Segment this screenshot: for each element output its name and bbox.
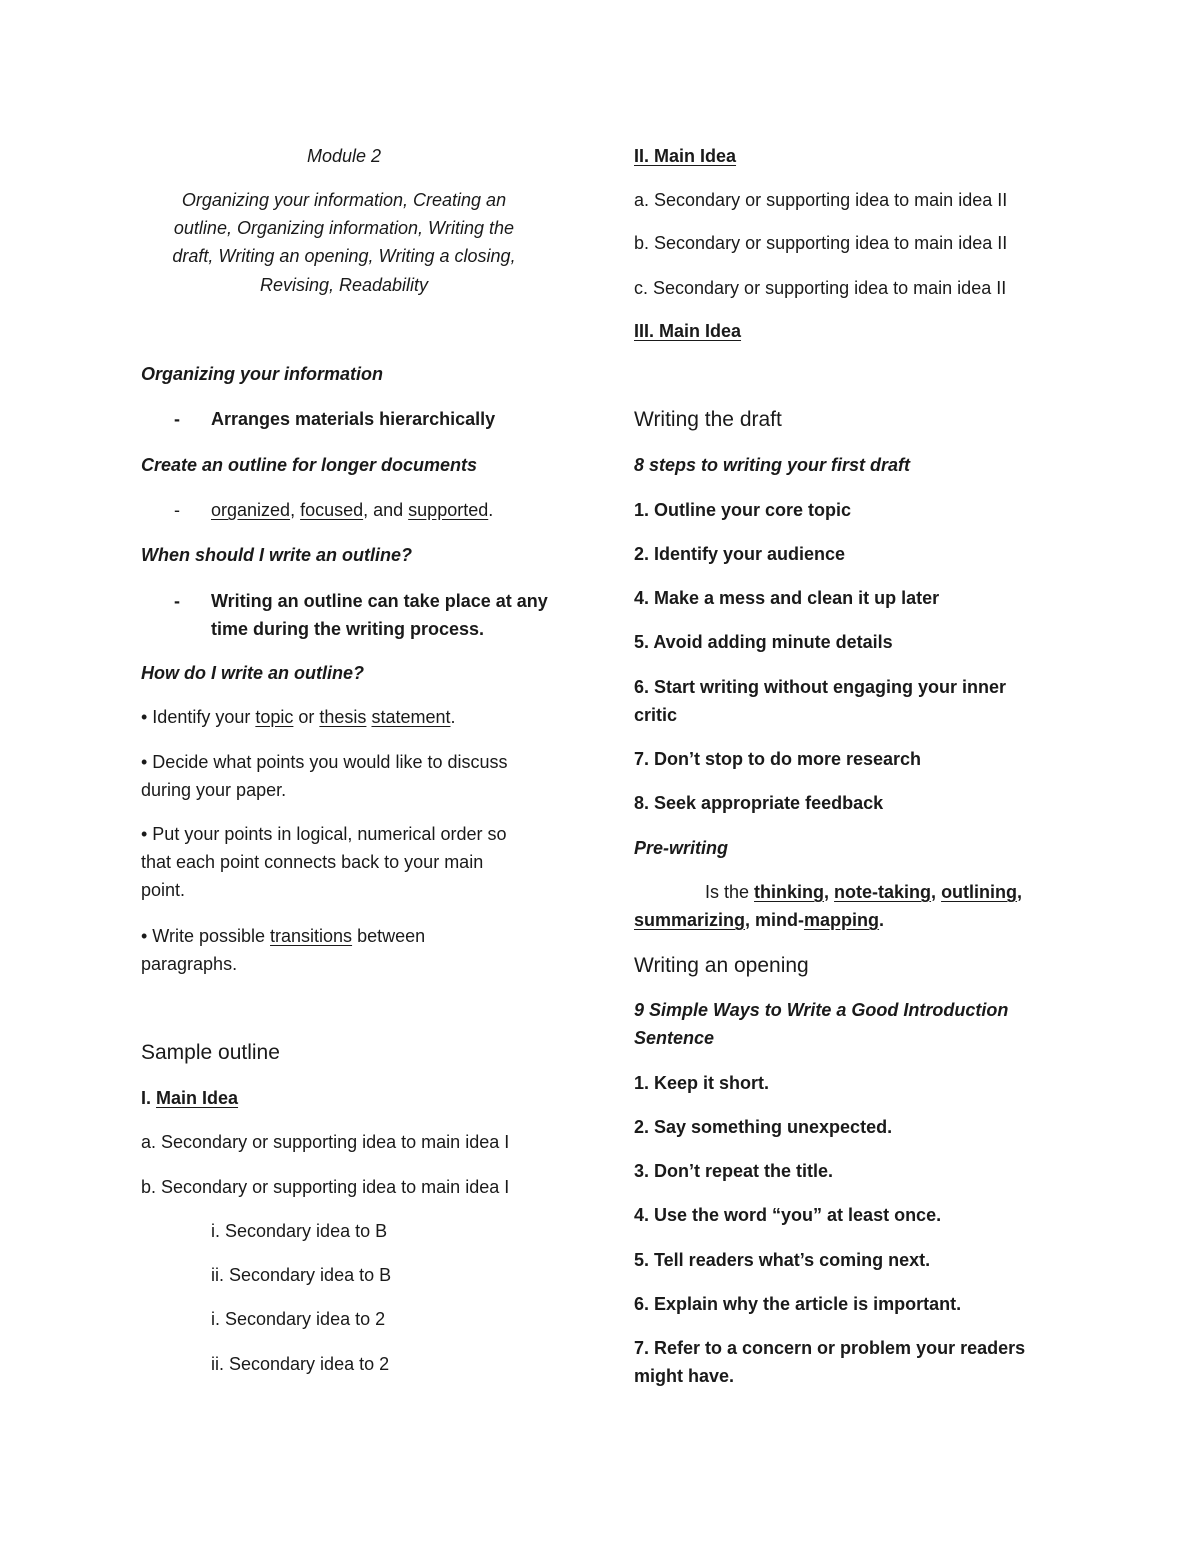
org-heading: Organizing your information [141, 364, 383, 384]
subtitle-line: draft, Writing an opening, Writing a closing, [172, 246, 516, 266]
module-label: Module 2 [306, 146, 382, 166]
outline-heading: Create an outline for longer documents [141, 455, 478, 475]
supporting-idea: a. Secondary or supporting idea to main idea II [634, 190, 1008, 210]
supporting-idea: b. Secondary or supporting idea to main idea I [141, 1177, 510, 1197]
draft-step: 8. Seek appropriate feedback [634, 793, 884, 813]
sub-idea: ii. Secondary idea to B [211, 1265, 392, 1285]
opening-subheading-cont: Sentence [634, 1028, 715, 1048]
draft-step: 2. Identify your audience [634, 544, 846, 564]
subtitle-line: outline, Organizing information, Writing the [173, 218, 515, 238]
sub-idea: i. Secondary idea to 2 [211, 1309, 386, 1329]
how-heading: How do I write an outline? [141, 663, 364, 683]
opening-way: 2. Say something unexpected. [634, 1117, 893, 1137]
draft-step: 5. Avoid adding minute details [634, 632, 893, 652]
how-item-4: • Write possible transitions between [141, 926, 426, 946]
main-idea-1: I. Main Idea [141, 1088, 239, 1108]
how-item-3-cont: point. [141, 880, 186, 900]
opening-subheading: 9 Simple Ways to Write a Good Introduction [634, 1000, 1009, 1020]
draft-heading: Writing the draft [634, 408, 782, 431]
how-item-2: • Decide what points you would like to discuss [141, 752, 508, 772]
draft-step: 7. Don’t stop to do more research [634, 749, 922, 769]
supporting-idea: c. Secondary or supporting idea to main idea II [634, 278, 1007, 298]
when-heading: When should I write an outline? [141, 545, 412, 565]
how-item-3: • Put your points in logical, numerical order so [141, 824, 507, 844]
opening-way: 6. Explain why the article is important. [634, 1294, 962, 1314]
opening-way: 3. Don’t repeat the title. [634, 1161, 834, 1181]
sub-idea: i. Secondary idea to B [211, 1221, 388, 1241]
main-idea-2: II. Main Idea [634, 146, 737, 166]
main-idea-3: III. Main Idea [634, 321, 742, 341]
supporting-idea: b. Secondary or supporting idea to main idea II [634, 233, 1008, 253]
prewriting-definition-cont: summarizing, mind-mapping. [634, 910, 885, 930]
supporting-idea: a. Secondary or supporting idea to main idea I [141, 1132, 510, 1152]
prewriting-heading: Pre-writing [634, 838, 729, 858]
opening-way-cont: might have. [634, 1366, 735, 1386]
subtitle-line: Organizing your information, Creating an [181, 190, 507, 210]
draft-subheading: 8 steps to writing your first draft [634, 455, 911, 475]
opening-heading: Writing an opening [634, 954, 809, 977]
subtitle-line: Revising, Readability [259, 275, 429, 295]
how-item-3-cont: that each point connects back to your main [141, 852, 484, 872]
draft-step: 4. Make a mess and clean it up later [634, 588, 940, 608]
when-bullet-cont: time during the writing process. [211, 619, 485, 639]
opening-way: 4. Use the word “you” at least once. [634, 1205, 942, 1225]
draft-step-cont: critic [634, 705, 678, 725]
sub-idea: ii. Secondary idea to 2 [211, 1354, 390, 1374]
sample-heading: Sample outline [141, 1041, 280, 1064]
opening-way: 5. Tell readers what’s coming next. [634, 1250, 931, 1270]
opening-way: 1. Keep it short. [634, 1073, 770, 1093]
how-item-4-cont: paragraphs. [141, 954, 238, 974]
dash-icon: - [174, 591, 180, 611]
prewriting-definition: Is the thinking, note-taking, outlining, [705, 882, 1023, 902]
dash-icon: - [174, 409, 180, 429]
dash-icon: - [174, 500, 180, 520]
draft-step: 1. Outline your core topic [634, 500, 852, 520]
how-item-2-cont: during your paper. [141, 780, 287, 800]
opening-way: 7. Refer to a concern or problem your readers [634, 1338, 1026, 1358]
draft-step: 6. Start writing without engaging your inner [634, 677, 1007, 697]
how-item-1: • Identify your topic or thesis statement. [141, 707, 456, 727]
